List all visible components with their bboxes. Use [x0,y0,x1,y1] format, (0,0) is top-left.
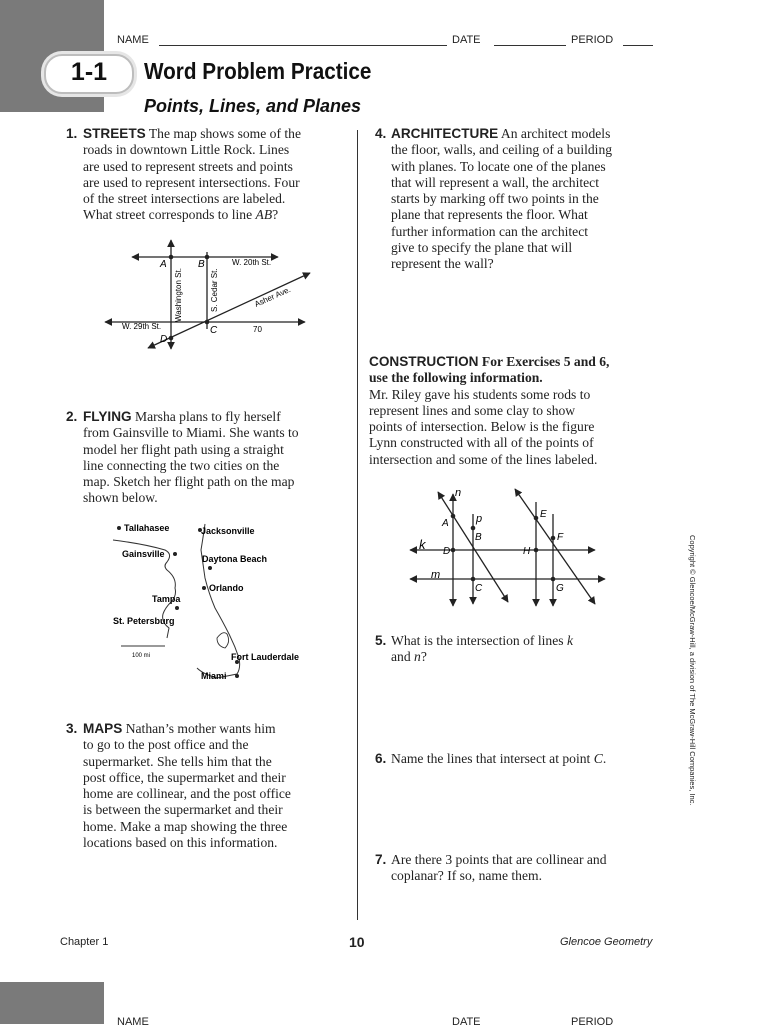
point-d-label: D [443,546,451,557]
florida-map-figure [105,518,320,690]
next-page-period-label: PERIOD [571,1016,614,1028]
street-asher-label: Asher Ave. [253,284,293,309]
point-a-label: A [442,518,449,529]
period-label: PERIOD [571,34,614,46]
date-label: DATE [452,34,481,46]
city-orlando: Orlando [209,583,244,593]
next-page-date-label: DATE [452,1016,481,1028]
city-gainsville: Gainsville [122,549,165,559]
problem-3-text: MAPS Nathan’s mother wants him to go to the post office and the supermarket. She tells him that the post office, the supermarket and their home are collinear, and the post office is between the supermarket and their home. Make a map showing the three locations based on this information. [83,721,291,851]
problem-2-text: FLYING Marsha plans to fly herself from Gainsville to Miami. She wants to model her flight path using a straight line connecting the two cities on the map. Sketch her flight path on the map shown below. [83,409,299,506]
city-tampa: Tampa [152,594,181,604]
city-daytona: Daytona Beach [202,554,268,564]
point-c-label: C [475,583,483,594]
point-h-label: H [523,546,531,557]
point-e-label: E [540,509,547,520]
street-washington-label: Washington St. [174,268,183,322]
lesson-number-badge: 1-1 [44,54,134,94]
point-a-label: A [160,259,167,270]
footer-book-title: Glencoe Geometry [560,936,653,948]
city-tallahassee: Tallahasee [124,523,170,533]
problem-5-number: 5. [375,633,387,648]
point-c-label: C [210,325,218,336]
date-field-line [494,45,566,46]
name-field-line [159,45,447,46]
street-cedar-label: S. Cedar St. [210,268,219,312]
problem-4-number: 4. [375,126,387,141]
problem-4-text: ARCHITECTURE An architect models the floor, walls, and ceiling of a building with planes. To locate one of the planes that will represent a wall, the architect starts by marking off two points in the plane that represents the floor. What further information can the architect give to specify the plane that will represent the wall? [391,126,613,272]
footer-chapter: Chapter 1 [60,936,109,948]
street-w20-label: W. 20th St. [232,258,272,267]
problem-3-number: 3. [66,721,78,736]
next-page-name-label: NAME [117,1016,149,1028]
problem-5-text: What is the intersection of lines k and n? [391,633,573,665]
problem-1-text: STREETS The map shows some of the roads in downtown Little Rock. Lines are used to represent streets and points are used to represent intersections. Four of the street intersections are labeled. What street corresponds to line AB? [83,126,302,223]
problem-2-number: 2. [66,409,78,424]
problem-6-text: Name the lines that intersect at point C. [391,751,607,766]
city-st-petersburg: St. Petersburg [113,616,175,626]
problem-1-number: 1. [66,126,78,141]
street-w29-label: W. 29th St. [122,322,162,331]
period-field-line [623,45,653,46]
next-page-gray-tab [0,982,104,1024]
route-70-label: 70 [253,325,262,334]
footer-page-number: 10 [349,934,365,950]
line-m-label: m [431,569,441,581]
point-b-label: B [198,259,205,270]
copyright-notice: Copyright © Glencoe/McGraw-Hill, a division of The McGraw-Hill Companies, Inc. [688,535,697,806]
city-jacksonville: Jacksonville [201,526,255,536]
point-d-label: D [160,334,168,345]
column-divider [357,130,358,920]
page-title: Word Problem Practice [144,58,372,84]
street-map-figure [100,234,320,352]
line-n-label: n [455,487,462,499]
point-g-label: G [556,583,564,594]
problem-6-number: 6. [375,751,387,766]
city-fort-lauderdale: Fort Lauderdale [231,652,300,662]
city-miami: Miami [201,671,227,681]
construction-intro: CONSTRUCTION For Exercises 5 and 6, use the following information. Mr. Riley gave his students some rods to represent lines and some clay to show points of intersection. Below is the figure Lynn constructed with all of the points of intersection and some of the lines labeled. [369,354,610,467]
construction-figure [405,484,610,610]
line-p-label: p [476,513,483,525]
point-f-label: F [557,532,564,543]
problem-7-number: 7. [375,852,387,867]
name-label: NAME [117,34,149,46]
problem-7-text: Are there 3 points that are collinear and coplanar? If so, name them. [391,852,607,884]
line-k-label: k [419,537,426,552]
page-subtitle: Points, Lines, and Planes [144,96,362,116]
point-b-label: B [475,532,482,543]
map-scale-label: 100 mi [132,653,151,659]
